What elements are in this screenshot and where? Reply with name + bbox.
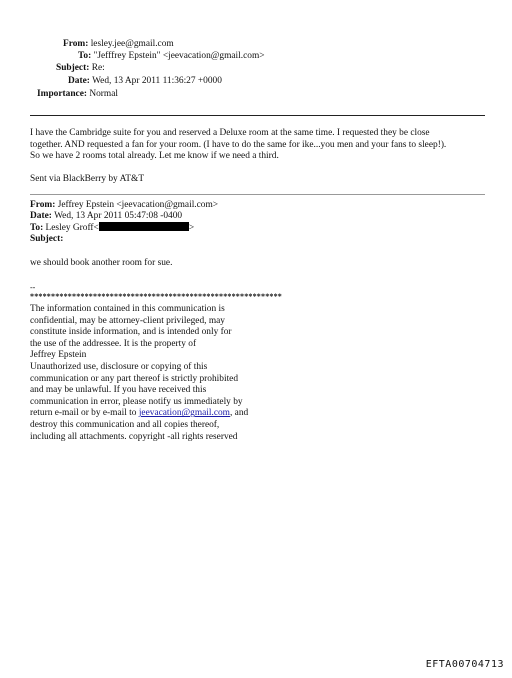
quoted-to-label: To: <box>30 223 44 233</box>
body-line: I have the Cambridge suite for you and reserved a Deluxe room at the same time. I requested they be close <box>30 128 430 138</box>
importance-label: Importance: <box>37 89 87 99</box>
disclaimer-line: The information contained in this communication is <box>30 304 225 314</box>
quoted-subject-row <box>30 234 63 246</box>
quoted-subject-label: Subject: <box>30 234 64 244</box>
disclaimer-line: constitute inside information, and is intended only for <box>30 327 232 338</box>
header-from-row <box>63 38 174 50</box>
disclaimer-line: and may be unlawful. If you have received this <box>30 385 207 396</box>
document-id: EFTA00704713 <box>425 659 504 670</box>
redaction-box <box>99 222 189 231</box>
disclaimer-line: communication or any part thereof is strictly prohibited <box>30 373 239 384</box>
from-label: From: <box>63 39 89 49</box>
disclaimer-line: destroy this communication and all copies thereof, <box>30 419 220 430</box>
body-line: So we have 2 rooms total already. Let me know if we need a third. <box>30 151 279 162</box>
quoted-date-row <box>30 211 182 223</box>
disclaimer-line: the use of the addressee. It is the property of <box>30 338 197 349</box>
disclaimer-line: Unauthorized use, disclosure or copying of this <box>30 361 208 372</box>
quote-divider <box>30 194 485 195</box>
quoted-message: we should book another room for sue. <box>30 258 173 268</box>
header-importance-row <box>37 88 118 100</box>
header-divider <box>30 115 485 116</box>
quoted-from-row <box>30 200 218 212</box>
quoted-to-tail: > <box>188 223 195 233</box>
email-link[interactable]: jeevacation@gmail.com <box>138 408 230 419</box>
header-to-row <box>78 50 265 62</box>
to-label: To: <box>78 51 92 61</box>
disclaimer-text <box>30 304 248 443</box>
disclaimer-line: Jeffrey Epstein <box>30 350 87 361</box>
subject-label: Subject: <box>56 63 90 73</box>
date-value: Wed, 13 Apr 2011 11:36:27 +0000 <box>92 76 222 86</box>
to-value: "Jefffrey Epstein" <jeevacation@gmail.com> <box>93 51 265 61</box>
signature: Sent via BlackBerry by AT&T <box>30 174 145 184</box>
disclaimer-line-post: , and <box>229 408 249 419</box>
quoted-date-value: Wed, 13 Apr 2011 05:47:08 -0400 <box>54 211 183 221</box>
quoted-from-label: From: <box>30 200 56 210</box>
header-date-row <box>68 75 222 87</box>
quoted-from-value: Jeffrey Epstein <jeevacation@gmail.com> <box>57 200 219 210</box>
subject-value: Re: <box>91 63 105 73</box>
disclaimer-line-pre: return e-mail or by e-mail to <box>30 408 139 419</box>
quoted-date-label: Date: <box>30 211 52 221</box>
message-body <box>30 128 500 163</box>
header-subject-row <box>56 62 105 74</box>
signature-dashes: -- <box>30 283 36 292</box>
from-value: lesley.jee@gmail.com <box>90 39 174 49</box>
disclaimer-line: communication in error, please notify us immediately by <box>30 396 243 407</box>
quoted-to-value: Lesley Groff< <box>45 223 99 233</box>
disclaimer-stars: ************************************************************ <box>30 292 282 301</box>
quoted-to-row <box>30 222 194 235</box>
body-line: together. AND requested a fan for your room. (I have to do the same for ike...you men and your fans to sleep!). <box>30 139 447 150</box>
date-label: Date: <box>68 76 90 86</box>
disclaimer-line: including all attachments. copyright -all rights reserved <box>30 431 238 442</box>
disclaimer-line: confidential, may be attorney-client privileged, may <box>30 315 225 326</box>
disclaimer-line <box>30 408 248 420</box>
importance-value: Normal <box>89 89 118 99</box>
